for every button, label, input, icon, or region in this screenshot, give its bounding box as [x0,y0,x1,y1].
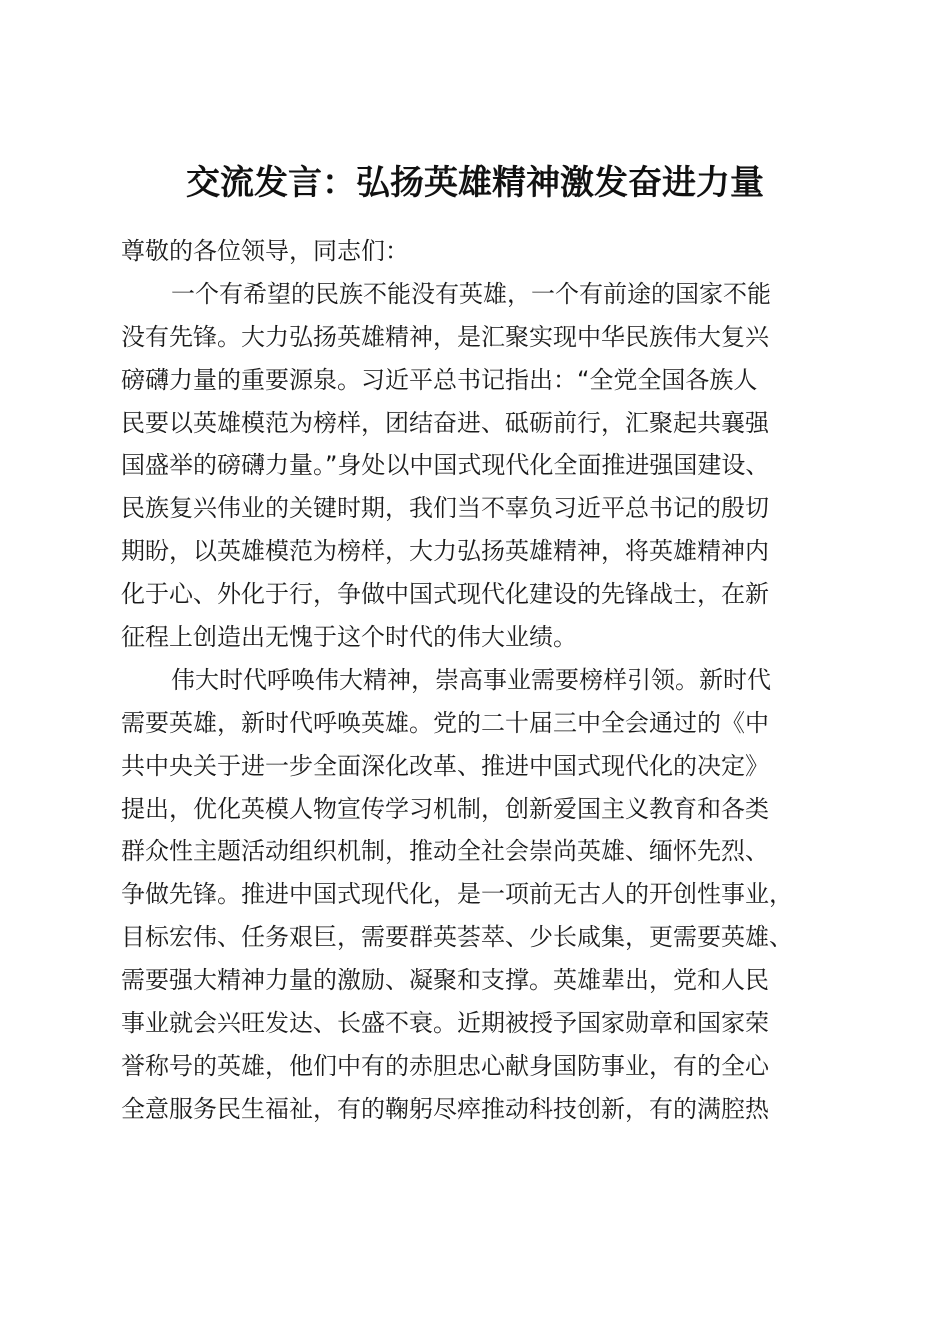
body-line: 事业就会兴旺发达、长盛不衰。近期被授予国家勋章和国家荣 [121,1009,769,1038]
body-line: 提出，优化英模人物宣传学习机制，创新爱国主义教育和各类 [121,794,769,823]
body-line: 一个有希望的民族不能没有英雄，一个有前途的国家不能 [171,279,771,308]
body-line: 群众性主题活动组织机制，推动全社会崇尚英雄、缅怀先烈、 [121,837,769,866]
body-line: 磅礴力量的重要源泉。习近平总书记指出：“全党全国各族人 [121,365,758,394]
body-line: 需要英雄，新时代呼唤英雄。党的二十届三中全会通过的《中 [121,708,769,737]
body-line: 誉称号的英雄，他们中有的赤胆忠心献身国防事业，有的全心 [121,1051,769,1080]
document-body [121,230,841,1131]
body-line: 征程上创造出无愧于这个时代的伟大业绩。 [121,623,577,652]
body-line: 民要以英雄模范为榜样，团结奋进、砥砺前行，汇聚起共襄强 [121,408,769,437]
body-line: 化于心、外化于行，争做中国式现代化建设的先锋战士，在新 [121,580,769,609]
body-line: 期盼，以英雄模范为榜样，大力弘扬英雄精神，将英雄精神内 [121,537,769,566]
body-line: 国盛举的磅礴力量。”身处以中国式现代化全面推进强国建设、 [121,451,770,480]
body-line: 需要强大精神力量的激励、凝聚和支撑。英雄辈出，党和人民 [121,966,769,995]
body-line: 尊敬的各位领导，同志们： [121,237,409,265]
document-title: 交流发言：弘扬英雄精神激发奋进力量 [186,162,764,203]
body-line: 共中央关于进一步全面深化改革、推进中国式现代化的决定》 [121,751,769,780]
body-line: 民族复兴伟业的关键时期，我们当不辜负习近平总书记的殷切 [121,494,769,523]
body-line: 全意服务民生福祉，有的鞠躬尽瘁推动科技创新，有的满腔热 [121,1094,769,1123]
body-line: 目标宏伟、任务艰巨，需要群英荟萃、少长咸集，更需要英雄、 [121,923,793,952]
body-line: 伟大时代呼唤伟大精神，崇高事业需要榜样引领。新时代 [171,665,771,694]
body-line: 争做先锋。推进中国式现代化，是一项前无古人的开创性事业， [121,880,793,909]
body-line: 没有先锋。大力弘扬英雄精神，是汇聚实现中华民族伟大复兴 [121,322,769,351]
